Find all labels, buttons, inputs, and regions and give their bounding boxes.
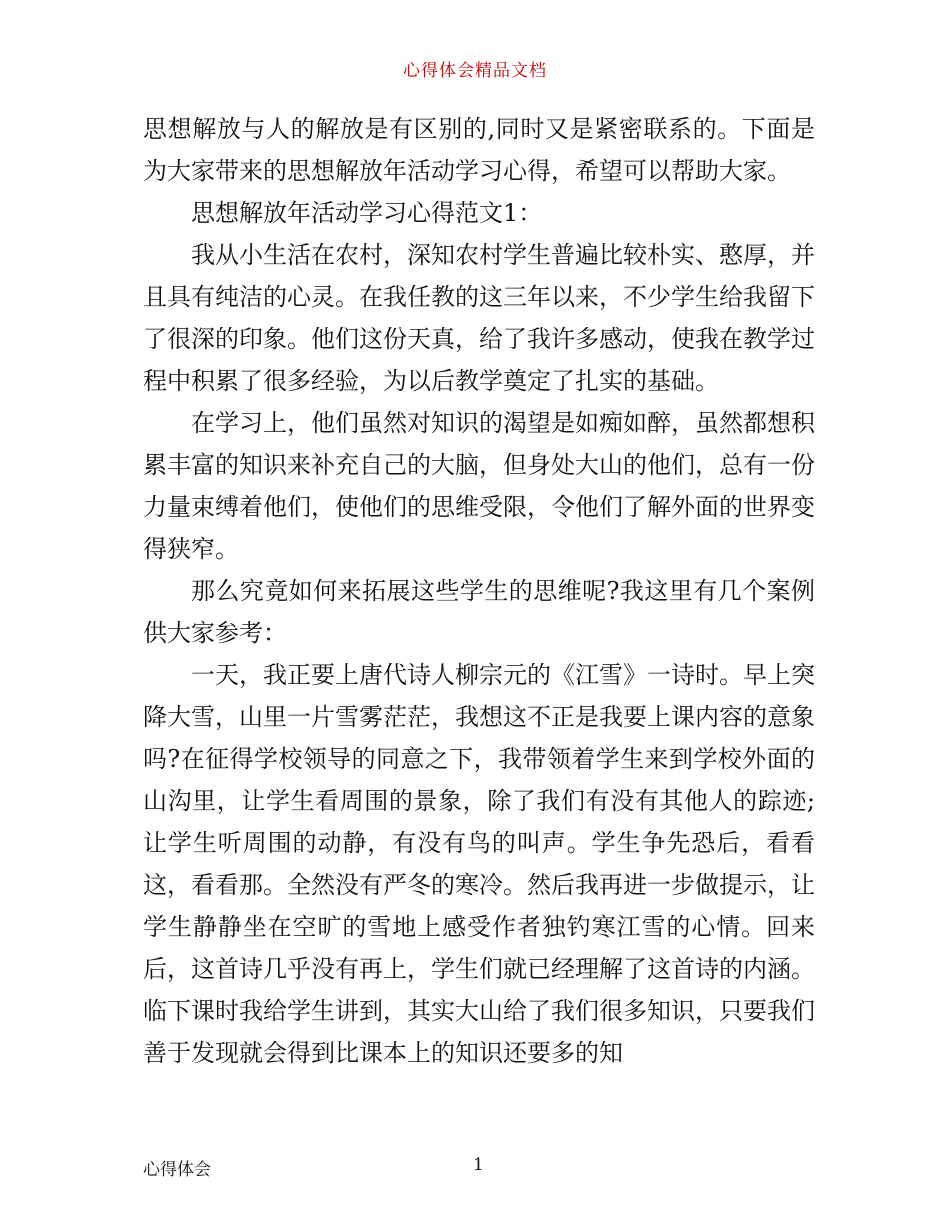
- document-body: [143, 108, 815, 1074]
- page-footer: [143, 1155, 815, 1180]
- paragraph-section-title: 思想解放年活动学习心得范文1：: [191, 199, 543, 227]
- page-number: 1: [473, 1155, 484, 1175]
- paragraph-body: 那么究竟如何来拓展这些学生的思维呢?我这里有几个案例供大家参考：: [143, 577, 815, 647]
- paragraph-body: 在学习上，他们虽然对知识的渴望是如痴如醉，虽然都想积累丰富的知识来补充自己的大脑，但身处大山的他们，总有一份力量束缚着他们，使他们的思维受限，令他们了解外面的世界变得狭窄。: [143, 409, 815, 563]
- paragraph-body: 我从小生活在农村，深知农村学生普遍比较朴实、憨厚，并且具有纯洁的心灵。在我任教的这三年以来，不少学生给我留下了很深的印象。他们这份天真，给了我许多感动，使我在教学过程中积累了很多经验，为以后教学奠定了扎实的基础。: [143, 241, 815, 395]
- footer-label: 心得体会: [143, 1160, 211, 1180]
- paragraph-intro: 思想解放与人的解放是有区别的,同时又是紧密联系的。下面是为大家带来的思想解放年活动学习心得，希望可以帮助大家。: [143, 115, 815, 185]
- page-header-title: 心得体会精品文档: [403, 61, 547, 81]
- paragraph-body: 一天，我正要上唐代诗人柳宗元的《江雪》一诗时。早上突降大雪，山里一片雪雾茫茫，我想这不正是我要上课内容的意象吗?在征得学校领导的同意之下，我带领着学生来到学校外面的山沟里，让学生看周围的景象，除了我们有没有其他人的踪迹;让学生听周围的动静，有没有鸟的叫声。学生争先恐后，看看这，看看那。全然没有严冬的寒冷。然后我再进一步做提示，让学生静静坐在空旷的雪地上感受作者独钓寒江雪的心情。回来后，这首诗几乎没有再上，学生们就已经理解了这首诗的内涵。临下课时我给学生讲到，其实大山给了我们很多知识，只要我们善于发现就会得到比课本上的知识还要多的知: [143, 661, 815, 1067]
